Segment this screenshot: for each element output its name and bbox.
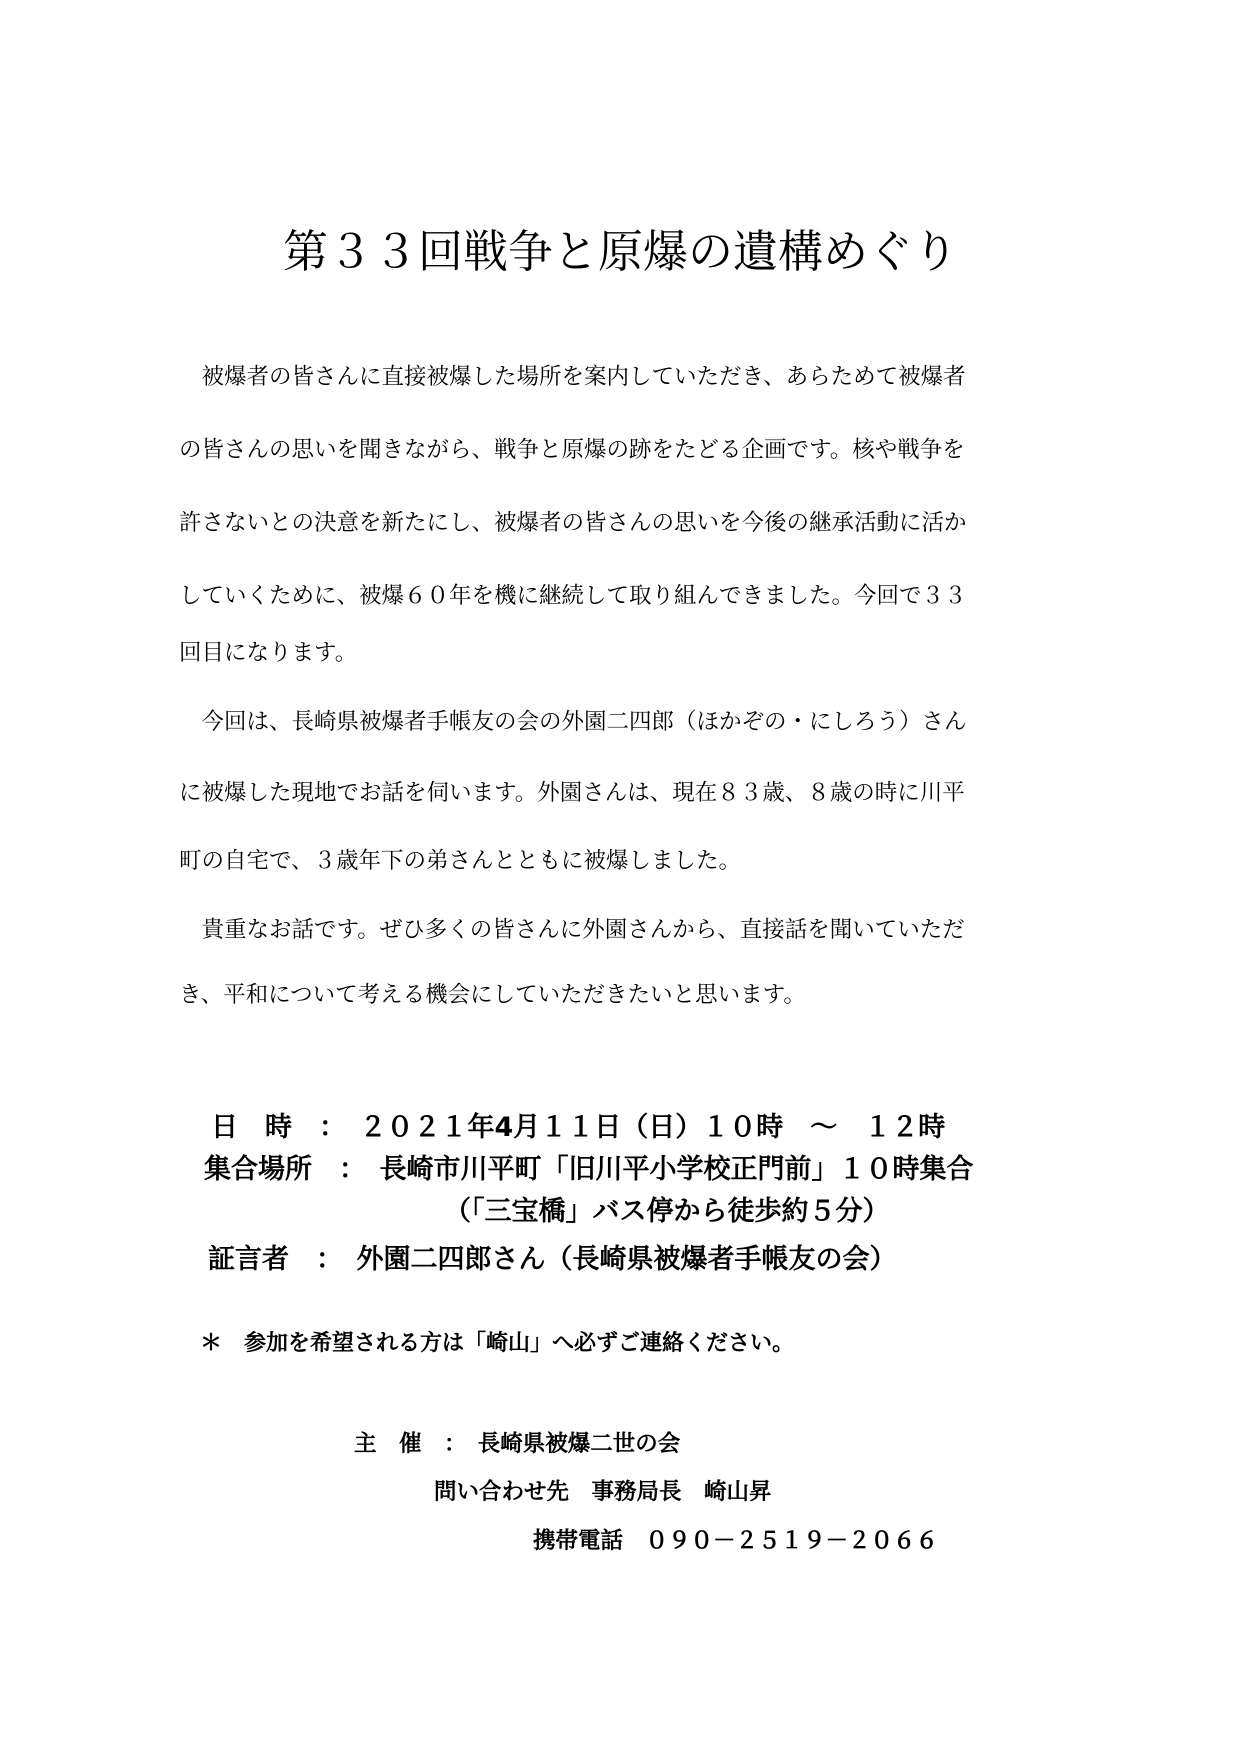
body-line: の皆さんの思いを聞きながら、戦争と原爆の跡をたどる企画です。核や戦争を xyxy=(179,437,965,463)
body-line: していくために、被爆６０年を機に継続して取り組んできました。今回で３３ xyxy=(179,583,967,609)
body-line: 貴重なお話です。ぜひ多くの皆さんに外園さんから、直接話を聞いていただ xyxy=(179,917,965,943)
body-line: き、平和について考える機会にしていただきたいと思います。 xyxy=(179,982,806,1008)
registration-note: ＊ 参加を希望される方は「崎山」へ必ずご連絡ください。 xyxy=(200,1331,795,1356)
event-place: 集合場所 ： 長崎市川平町「旧川平小学校正門前」１０時集合 xyxy=(204,1154,974,1185)
event-datetime: 日 時 ： ２０２１年4月１１日（日）１０時 ～ １２時 xyxy=(211,1112,946,1143)
body-line: 町の自宅で、３歳年下の弟さんとともに被爆しました。 xyxy=(179,848,742,874)
organizer-contact: 問い合わせ先 事務局長 崎山昇 xyxy=(434,1479,772,1505)
body-line: 許さないとの決意を新たにし、被爆者の皆さんの思いを今後の継承活動に活か xyxy=(179,510,967,536)
body-line: 今回は、長崎県被爆者手帳友の会の外園二四郎（ほかぞの・にしろう）さん xyxy=(179,709,967,735)
body-line: 回目になります。 xyxy=(179,640,358,666)
body-line: に被爆した現地でお話を伺います。外園さんは、現在８３歳、８歳の時に川平 xyxy=(179,780,965,806)
body-line: 被爆者の皆さんに直接被爆した場所を案内していただき、あらためて被爆者 xyxy=(179,364,966,390)
organizer-phone: 携帯電話 ０９０－２５１９－２０６６ xyxy=(533,1528,939,1554)
page-title: 第３３回戦争と原爆の遺構めぐり xyxy=(282,225,958,278)
event-witness: 証言者 ： 外園二四郎さん（長崎県被爆者手帳友の会） xyxy=(208,1244,897,1275)
event-place-note: （「三宝橋」バス停から徒歩約５分） xyxy=(444,1196,890,1227)
organizer-host: 主 催 ： 長崎県被爆二世の会 xyxy=(354,1431,681,1457)
